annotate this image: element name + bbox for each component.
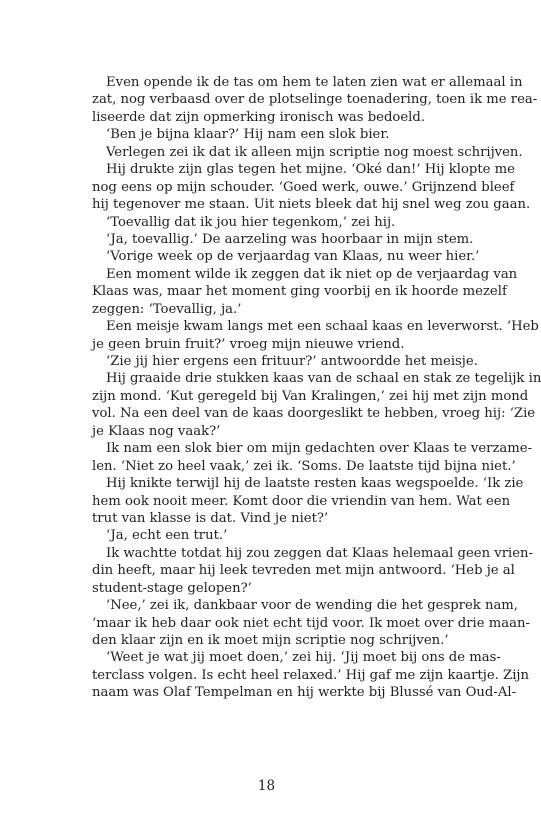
text-line: Hij knikte terwijl hij de laatste resten kaas wegspoelde. ‘Ik zie [106, 476, 524, 492]
text-line: ‘Toevallig dat ik jou hier tegenkom,’ zei hij. [106, 214, 396, 230]
text-line: ‘Ja, toevallig.’ De aarzeling was hoorbaar in mijn stem. [106, 231, 474, 247]
text-line: Een moment wilde ik zeggen dat ik niet op de verjaardag van [106, 266, 518, 282]
text-line: naam was Olaf Tempelman en hij werkte bij Blussé van Oud-Al- [92, 685, 517, 701]
text-line: Een meisje kwam langs met een schaal kaas en leverworst. ‘Heb [106, 319, 539, 335]
text-line: Ik wachtte totdat hij zou zeggen dat Klaas helemaal geen vrien- [106, 545, 534, 561]
text-line: trut van klasse is dat. Vind je niet?’ [92, 510, 329, 526]
text-line: je geen bruin fruit?’ vroeg mijn nieuwe vriend. [92, 336, 405, 352]
text-line: hem ook nooit meer. Komt door die vriendin van hem. Wat een [92, 493, 511, 509]
text-line: ‘Ja, echt een trut.’ [106, 528, 228, 544]
text-line: den klaar zijn en ik moet mijn scriptie nog schrijven.’ [92, 633, 449, 648]
text-line: Ik nam een slok bier om mijn gedachten over Klaas te verzame- [106, 441, 533, 457]
text-line: ‘Nee,’ zei ik, dankbaar voor de wending die het gesprek nam, [106, 598, 518, 614]
page-number: 18 [257, 778, 276, 794]
text-line: din heeft, maar hij leek tevreden met mijn antwoord. ‘Heb je al [92, 563, 515, 579]
text-line: ‘Zie jij hier ergens een frituur?’ antwoordde het meisje. [106, 354, 478, 369]
text-line: Klaas was, maar het moment ging voorbij en ik hoorde mezelf [92, 284, 507, 300]
text-line: hij tegenover me staan. Uit niets bleek dat hij snel weg zou gaan. [92, 197, 531, 213]
text-line: Hij graaide drie stukken kaas van de schaal en stak ze tegelijk in [106, 371, 541, 387]
text-line: zat, nog verbaasd over de plotselinge toenadering, toen ik me rea- [92, 92, 538, 108]
text-line: ‘Ben je bijna klaar?’ Hij nam een slok bier. [106, 127, 390, 143]
text-line: terclass volgen. Is echt heel relaxed.’ Hij gaf me zijn kaartje. Zijn [92, 667, 530, 683]
text-line: Hij drukte zijn glas tegen het mijne. ‘Oké dan!’ Hij klopte me [106, 162, 515, 178]
text-line: Verlegen zei ik dat ik alleen mijn scriptie nog moest schrijven. [106, 144, 523, 160]
text-line: len. ‘Niet zo heel vaak,’ zei ik. ‘Soms. De laatste tijd bijna niet.’ [92, 458, 516, 474]
text-line: nog eens op mijn schouder. ‘Goed werk, ouwe.’ Grijnzend bleef [92, 179, 515, 195]
text-line: zijn mond. ‘Kut geregeld bij Van Kralingen,’ zei hij met zijn mond [92, 388, 529, 404]
text-line: ‘Weet je wat jij moet doen,’ zei hij. ‘Jij moet bij ons de mas- [106, 650, 501, 666]
text-line: student-stage gelopen?’ [92, 580, 252, 596]
text-line: ‘maar ik heb daar ook niet echt tijd voor. Ik moet over drie maan- [92, 615, 530, 631]
text-line: ‘Vorige week op de verjaardag van Klaas, nu weer hier.’ [106, 249, 480, 265]
text-line: zeggen: ‘Toevallig, ja.’ [92, 301, 242, 317]
text-line: vol. Na een deel van de kaas doorgeslikt te hebben, vroeg hij: ‘Zie [92, 406, 536, 422]
text-line: liseerde dat zijn opmerking ironisch was bedoeld. [92, 109, 426, 125]
text-line: Even opende ik de tas om hem te laten zien wat er allemaal in [106, 75, 523, 90]
body-text [92, 74, 541, 702]
text-line: je Klaas nog vaak?’ [92, 423, 221, 439]
